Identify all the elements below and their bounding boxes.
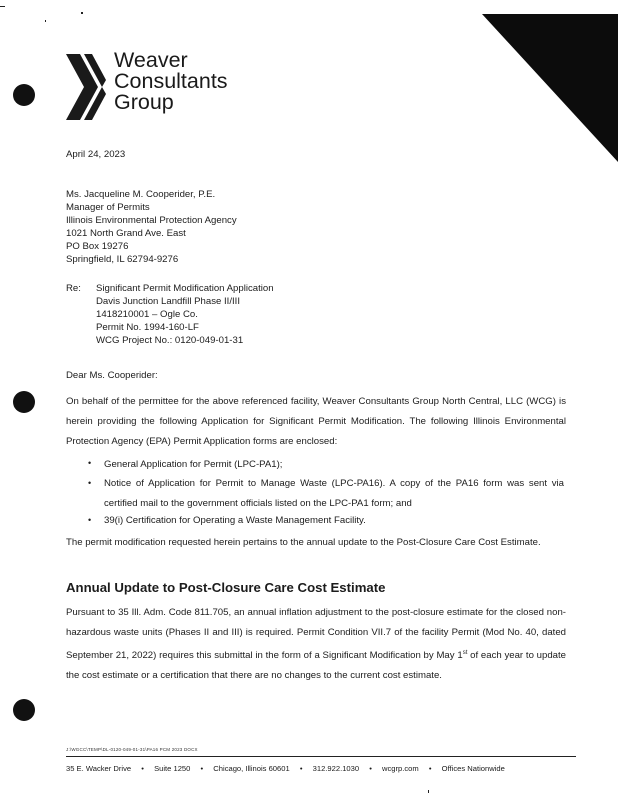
footer-suite: Suite 1250 xyxy=(154,764,191,773)
footer-separator: • xyxy=(428,764,432,773)
footer-divider xyxy=(66,756,576,757)
footer-city: Chicago, Illinois 60601 xyxy=(213,764,290,773)
scan-speck xyxy=(0,6,5,7)
bullet-glyph: • xyxy=(88,478,92,488)
recipient-line: Springfield, IL 62794-9276 xyxy=(66,254,179,265)
footer-contact xyxy=(66,764,505,773)
re-label: Re: xyxy=(66,283,81,294)
footer-separator: • xyxy=(299,764,303,773)
section-heading: Annual Update to Post-Closure Care Cost Estimate xyxy=(66,580,386,595)
footer-separator: • xyxy=(369,764,372,773)
section-paragraph-part-b: of each year to update the cost estimate or a certification that there are no changes to the current cost estimate. xyxy=(66,650,567,682)
recipient-line: Manager of Permits xyxy=(66,202,150,213)
letter-date: April 24, 2023 xyxy=(66,149,126,160)
re-line: Davis Junction Landfill Phase II/III xyxy=(96,296,240,307)
weaver-logo-mark xyxy=(66,54,106,120)
section-paragraph xyxy=(66,603,566,686)
punch-hole-middle xyxy=(13,391,35,413)
document-path: J:\WGCC\TEMP\DL-0120-049-01-31\PA16 PCM 2023 DOCX xyxy=(66,747,198,752)
footer-separator: • xyxy=(200,764,204,773)
recipient-line: PO Box 19276 xyxy=(66,241,129,252)
logo-line-3: Group xyxy=(114,90,174,114)
footer-phone: 312.922.1030 xyxy=(312,764,360,773)
logo-line-1: Weaver xyxy=(114,48,188,72)
logo-line-2: Consultants xyxy=(114,69,228,93)
re-line: WCG Project No.: 0120-049-01-31 xyxy=(96,335,244,346)
purpose-paragraph: The permit modification requested herein pertains to the annual update to the Post-Closure Care Cost Estimate. xyxy=(66,537,541,548)
intro-paragraph: On behalf of the permittee for the above referenced facility, Weaver Consultants Group North Central, LLC (WCG) is herein providing the following Application for Significant Permit Modification. The following Illinois Environmental Protection Agency (EPA) Permit Application forms are enclosed: xyxy=(66,396,566,447)
bullet-glyph: • xyxy=(88,515,92,525)
punch-hole-top xyxy=(13,84,35,106)
list-item: 39(i) Certification for Operating a Waste Management Facility. xyxy=(104,515,366,526)
scan-speck xyxy=(81,12,83,14)
bullet-glyph: • xyxy=(88,458,92,468)
section-paragraph-part-a: Pursuant to 35 Ill. Adm. Code 811.705, an annual inflation adjustment to the post-closure estimate for the closed non-hazardous waste units (Phases II and III) is required. Permit Condition VII.7 of the facility Permit (Mod No. 40, dated September 21, 2022) requires this submittal in the form of a Significant Modification by May 1 xyxy=(66,607,566,662)
corner-triangle xyxy=(480,12,618,162)
punch-hole-bottom xyxy=(13,699,35,721)
list-item: General Application for Permit (LPC-PA1); xyxy=(104,459,283,470)
footer-offices: Offices Nationwide xyxy=(441,764,505,773)
ordinal-suffix: st xyxy=(462,650,468,656)
list-item: Notice of Application for Permit to Manage Waste (LPC-PA16). A copy of the PA16 form was sent via certified mail to the government officials listed on the LPC-PA1 form; and xyxy=(104,478,564,509)
scan-speck xyxy=(45,20,46,22)
re-line: Permit No. 1994-160-LF xyxy=(96,322,199,333)
scan-speck xyxy=(428,790,429,793)
footer-website-link[interactable]: wcgrp.com xyxy=(382,764,419,773)
footer-address: 35 E. Wacker Drive xyxy=(66,764,132,773)
footer-separator: • xyxy=(141,764,144,773)
company-logo-text xyxy=(114,50,228,113)
recipient-line: 1021 North Grand Ave. East xyxy=(66,228,186,239)
recipient-line: Illinois Environmental Protection Agency xyxy=(66,215,237,226)
re-line: Significant Permit Modification Application xyxy=(96,283,274,294)
re-line: 1418210001 – Ogle Co. xyxy=(96,309,198,320)
salutation: Dear Ms. Cooperider: xyxy=(66,370,158,381)
recipient-line: Ms. Jacqueline M. Cooperider, P.E. xyxy=(66,189,216,200)
